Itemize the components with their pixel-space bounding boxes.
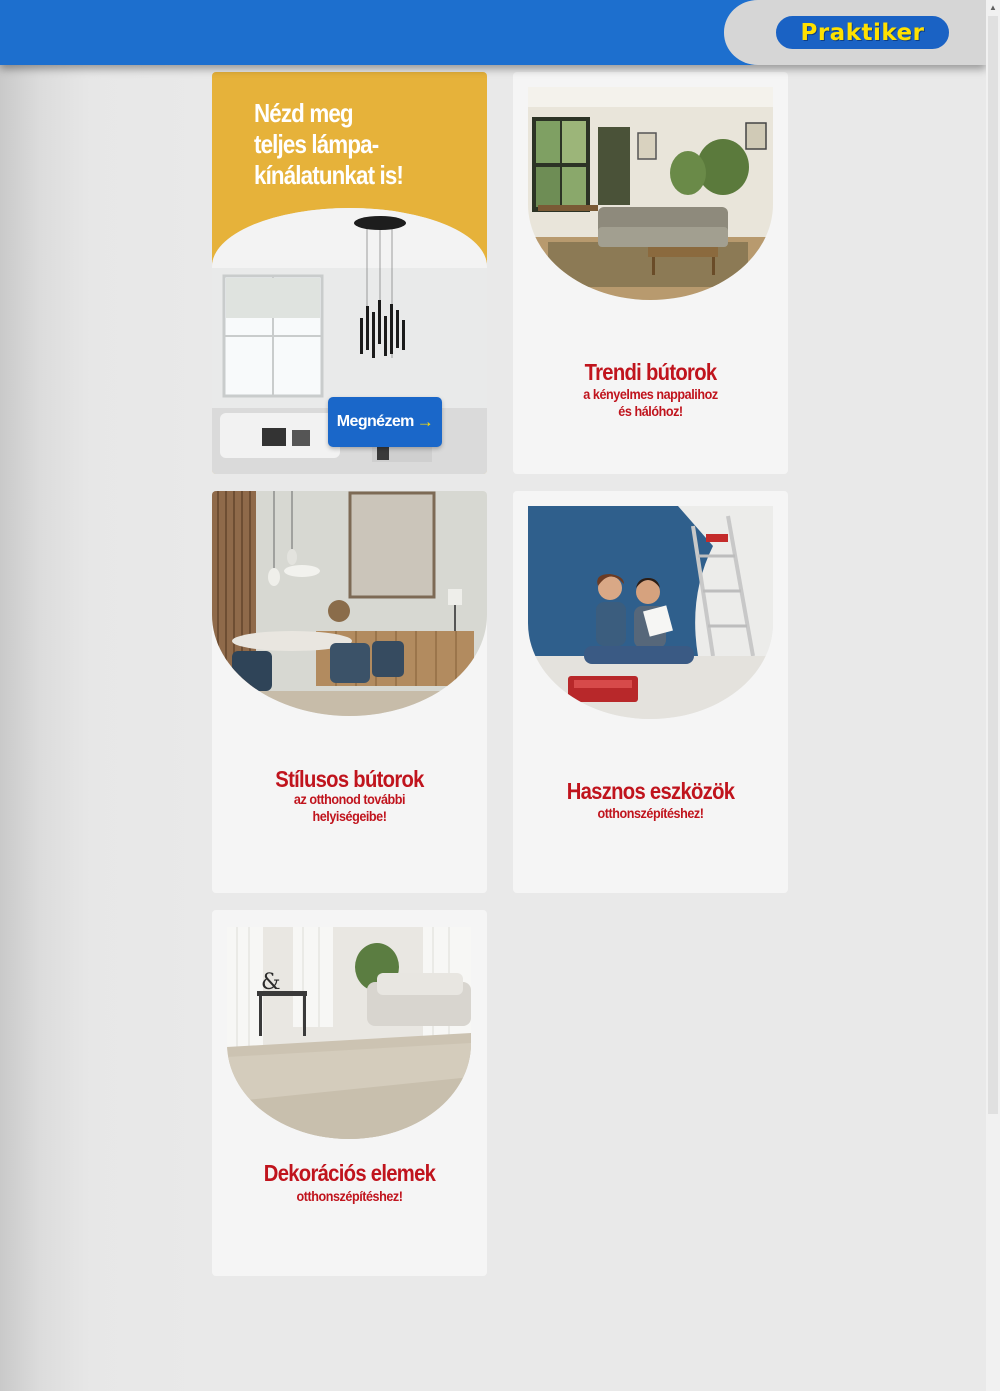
card-subtitle: [253, 1188, 447, 1205]
svg-text:&: &: [261, 970, 281, 995]
category-card-trendi-butorok[interactable]: [513, 72, 788, 474]
card-subtitle-line: helyiségeibe!: [312, 808, 387, 824]
promo-headline-line: kínálatunkat is!: [254, 160, 404, 190]
card-subtitle: [554, 386, 748, 420]
card-subtitle-line: a kényelmes nappalihoz: [583, 386, 718, 402]
promo-headline-line: teljes lámpa-: [254, 129, 379, 159]
card-subtitle: [253, 791, 447, 825]
card-subtitle-line: az otthonod további: [293, 791, 406, 807]
category-card-dekoracios-elemek[interactable]: [212, 910, 487, 1276]
vertical-scrollbar[interactable]: [986, 0, 1000, 1391]
card-subtitle-line: otthonszépítéshez!: [296, 1188, 403, 1204]
card-title: Hasznos eszközök: [566, 778, 735, 804]
top-header-bar: [0, 0, 986, 65]
scrollbar-thumb[interactable]: [988, 16, 998, 1114]
dining-room-image: [212, 491, 487, 716]
carpet-room-image: [227, 927, 471, 1139]
card-title: Dekorációs elemek: [263, 1160, 436, 1186]
praktiker-logo[interactable]: [776, 16, 949, 49]
card-title: Trendi bútorok: [584, 359, 717, 385]
card-subtitle-line: és hálóhoz!: [618, 403, 683, 419]
lamp-promo-card[interactable]: [212, 72, 487, 474]
category-card-stilusos-butorok[interactable]: [212, 491, 487, 893]
card-title: Stílusos bútorok: [275, 766, 424, 792]
megnezem-button[interactable]: [328, 397, 442, 447]
logo-area: [724, 0, 986, 65]
promo-headline-line: Nézd meg: [254, 98, 353, 128]
arrow-right-icon: →: [416, 412, 434, 431]
diy-couple-image: [528, 506, 773, 719]
card-subtitle-line: otthonszépítéshez!: [597, 805, 704, 821]
card-subtitle: [554, 805, 748, 822]
megnezem-button-label: Megnézem: [336, 413, 414, 430]
living-room-image: [528, 87, 773, 300]
brand-name: Praktiker: [800, 19, 925, 46]
category-card-hasznos-eszkozok[interactable]: [513, 491, 788, 893]
scroll-up-arrow-icon[interactable]: ▲: [989, 2, 997, 12]
promo-headline: [254, 98, 426, 191]
